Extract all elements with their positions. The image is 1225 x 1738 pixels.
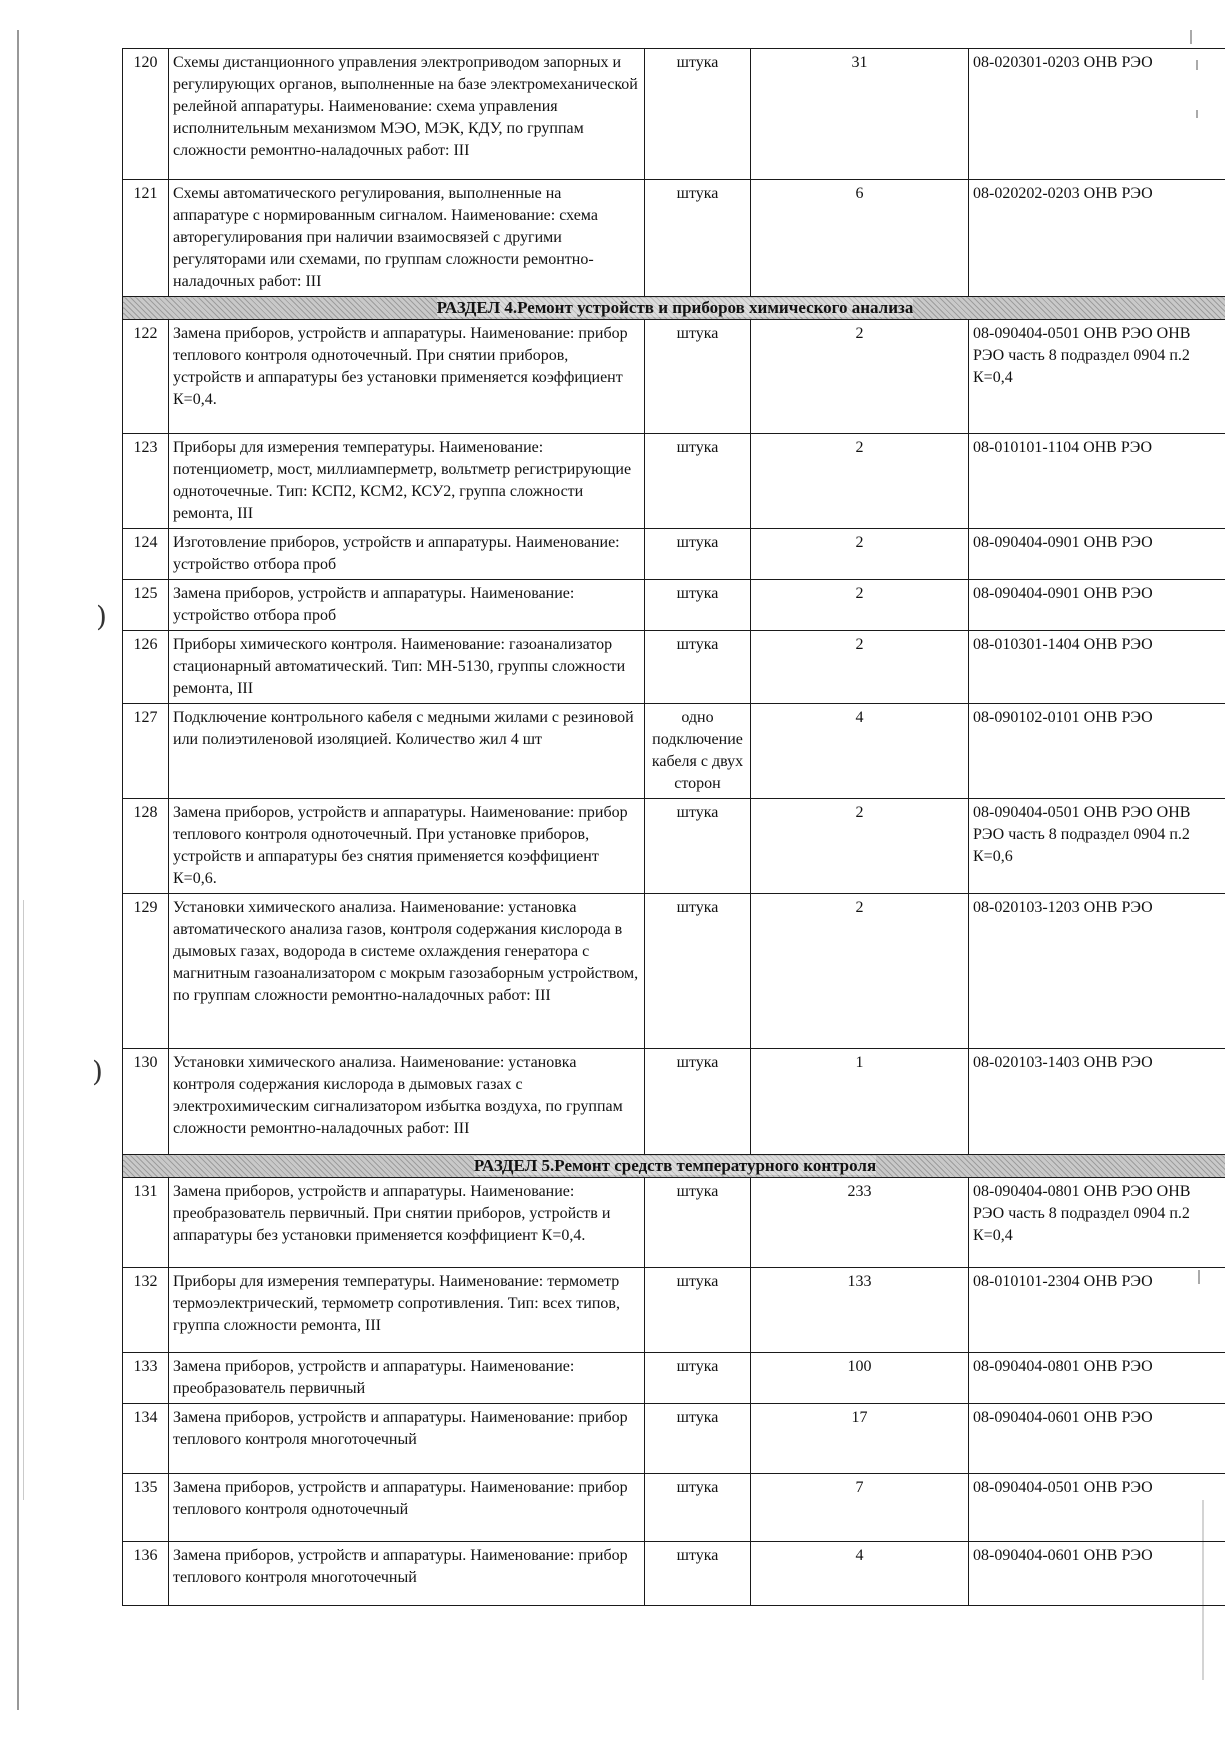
row-quantity: 2 bbox=[751, 894, 969, 1049]
row-code: 08-020103-1403 ОНВ РЭО bbox=[969, 1049, 1225, 1155]
section-title: РАЗДЕЛ 4.Ремонт устройств и приборов химического анализа bbox=[436, 298, 914, 317]
row-number: 125 bbox=[123, 580, 169, 631]
row-code: 08-090404-0901 ОНВ РЭО bbox=[969, 529, 1225, 580]
section-title: РАЗДЕЛ 5.Ремонт средств температурного контроля bbox=[473, 1156, 877, 1175]
row-unit: штука bbox=[645, 1404, 751, 1474]
row-quantity: 17 bbox=[751, 1404, 969, 1474]
row-description: Установки химического анализа. Наименование: установка контроля содержания кислорода в дымовых газах с электрохимическим сигнализатором избытка воздуха, по группам сложности ремонтно-наладочных работ: III bbox=[169, 1049, 645, 1155]
row-unit: штука bbox=[645, 1268, 751, 1353]
row-unit: штука bbox=[645, 180, 751, 297]
row-description: Замена приборов, устройств и аппаратуры. Наименование: преобразователь первичный bbox=[169, 1353, 645, 1404]
row-code: 08-090404-0601 ОНВ РЭО bbox=[969, 1404, 1225, 1474]
row-unit: штука bbox=[645, 631, 751, 704]
table-row bbox=[123, 704, 1225, 799]
row-unit: штука bbox=[645, 580, 751, 631]
row-number: 121 bbox=[123, 180, 169, 297]
row-description: Замена приборов, устройств и аппаратуры. Наименование: прибор теплового контроля одноточечный bbox=[169, 1474, 645, 1542]
row-description: Замена приборов, устройств и аппаратуры. Наименование: прибор теплового контроля одноточечный. При снятии приборов, устройств и аппаратуры без установки применяется коэффициент К=0,4. bbox=[169, 320, 645, 434]
row-description: Замена приборов, устройств и аппаратуры. Наименование: прибор теплового контроля одноточечный. При установке приборов, устройств и аппаратуры без снятия применяется коэффициент К=0,6. bbox=[169, 799, 645, 894]
row-number: 134 bbox=[123, 1404, 169, 1474]
table-row bbox=[123, 529, 1225, 580]
row-quantity: 4 bbox=[751, 704, 969, 799]
row-unit: штука bbox=[645, 1474, 751, 1542]
row-description: Замена приборов, устройств и аппаратуры. Наименование: прибор теплового контроля многоточечный bbox=[169, 1542, 645, 1606]
row-unit: штука bbox=[645, 1542, 751, 1606]
row-unit: штука bbox=[645, 799, 751, 894]
scan-mark: ) bbox=[92, 1055, 103, 1088]
row-code: 08-020301-0203 ОНВ РЭО bbox=[969, 49, 1225, 180]
table-row bbox=[123, 1049, 1225, 1155]
table-row bbox=[123, 799, 1225, 894]
row-number: 129 bbox=[123, 894, 169, 1049]
row-quantity: 31 bbox=[751, 49, 969, 180]
row-unit: штука bbox=[645, 894, 751, 1049]
scan-edge-line bbox=[23, 900, 24, 1500]
row-code: 08-010101-1104 ОНВ РЭО bbox=[969, 434, 1225, 529]
row-number: 133 bbox=[123, 1353, 169, 1404]
table-row bbox=[123, 1268, 1225, 1353]
row-number: 123 bbox=[123, 434, 169, 529]
table-row bbox=[123, 1178, 1225, 1268]
table-row bbox=[123, 434, 1225, 529]
row-code: 08-090404-0501 ОНВ РЭО ОНВ РЭО часть 8 подраздел 0904 п.2 К=0,4 bbox=[969, 320, 1225, 434]
row-quantity: 100 bbox=[751, 1353, 969, 1404]
row-quantity: 4 bbox=[751, 1542, 969, 1606]
row-unit: штука bbox=[645, 1178, 751, 1268]
row-quantity: 133 bbox=[751, 1268, 969, 1353]
row-description: Замена приборов, устройств и аппаратуры. Наименование: устройство отбора проб bbox=[169, 580, 645, 631]
row-description: Приборы химического контроля. Наименование: газоанализатор стационарный автоматический. Тип: МН-5130, группы сложности ремонта, III bbox=[169, 631, 645, 704]
row-number: 131 bbox=[123, 1178, 169, 1268]
table-row bbox=[123, 320, 1225, 434]
table-row bbox=[123, 580, 1225, 631]
row-code: 08-090102-0101 ОНВ РЭО bbox=[969, 704, 1225, 799]
row-number: 132 bbox=[123, 1268, 169, 1353]
row-code: 08-090404-0501 ОНВ РЭО ОНВ РЭО часть 8 подраздел 0904 п.2 К=0,6 bbox=[969, 799, 1225, 894]
row-description: Изготовление приборов, устройств и аппаратуры. Наименование: устройство отбора проб bbox=[169, 529, 645, 580]
row-description: Замена приборов, устройств и аппаратуры. Наименование: преобразователь первичный. При снятии приборов, устройств и аппаратуры без установки применяется коэффициент К=0,4. bbox=[169, 1178, 645, 1268]
row-number: 128 bbox=[123, 799, 169, 894]
row-quantity: 2 bbox=[751, 434, 969, 529]
row-quantity: 233 bbox=[751, 1178, 969, 1268]
row-unit: штука bbox=[645, 49, 751, 180]
row-code: 08-020103-1203 ОНВ РЭО bbox=[969, 894, 1225, 1049]
row-number: 127 bbox=[123, 704, 169, 799]
row-description: Установки химического анализа. Наименование: установка автоматического анализа газов, контроля содержания кислорода в дымовых газах, водорода в системе охлаждения генератора с магнитным газоанализатором с мокрым газозаборным устройством, по группам сложности ремонтно-наладочных работ: III bbox=[169, 894, 645, 1049]
scan-speck bbox=[1190, 30, 1192, 44]
table-row bbox=[123, 1404, 1225, 1474]
row-quantity: 2 bbox=[751, 320, 969, 434]
row-quantity: 2 bbox=[751, 799, 969, 894]
section-header bbox=[123, 297, 1225, 320]
row-description: Приборы для измерения температуры. Наименование: термометр термоэлектрический, термометр сопротивления. Тип: всех типов, группа сложности ремонта, III bbox=[169, 1268, 645, 1353]
row-number: 124 bbox=[123, 529, 169, 580]
row-number: 135 bbox=[123, 1474, 169, 1542]
row-code: 08-020202-0203 ОНВ РЭО bbox=[969, 180, 1225, 297]
table-row bbox=[123, 894, 1225, 1049]
row-number: 122 bbox=[123, 320, 169, 434]
row-code: 08-010301-1404 ОНВ РЭО bbox=[969, 631, 1225, 704]
row-quantity: 1 bbox=[751, 1049, 969, 1155]
row-code: 08-090404-0501 ОНВ РЭО bbox=[969, 1474, 1225, 1542]
row-unit: штука bbox=[645, 1049, 751, 1155]
row-description: Схемы дистанционного управления электроприводом запорных и регулирующих органов, выполненные на базе электромеханической релейной аппаратуры. Наименование: схема управления исполнительным механизмом МЭО, МЭК, КДУ, по группам сложности ремонтно-наладочных работ: III bbox=[169, 49, 645, 180]
row-unit: штука bbox=[645, 434, 751, 529]
row-quantity: 2 bbox=[751, 580, 969, 631]
estimate-table bbox=[122, 48, 1225, 1606]
table-row bbox=[123, 180, 1225, 297]
row-quantity: 2 bbox=[751, 529, 969, 580]
row-quantity: 2 bbox=[751, 631, 969, 704]
section-header bbox=[123, 1155, 1225, 1178]
table-row bbox=[123, 1474, 1225, 1542]
table-row bbox=[123, 1353, 1225, 1404]
row-number: 126 bbox=[123, 631, 169, 704]
row-code: 08-090404-0901 ОНВ РЭО bbox=[969, 580, 1225, 631]
row-quantity: 6 bbox=[751, 180, 969, 297]
row-quantity: 7 bbox=[751, 1474, 969, 1542]
row-code: 08-090404-0801 ОНВ РЭО bbox=[969, 1353, 1225, 1404]
row-unit: штука bbox=[645, 320, 751, 434]
row-description: Замена приборов, устройств и аппаратуры. Наименование: прибор теплового контроля многоточечный bbox=[169, 1404, 645, 1474]
table-row bbox=[123, 49, 1225, 180]
scan-mark: ) bbox=[96, 600, 107, 633]
row-description: Приборы для измерения температуры. Наименование: потенциометр, мост, миллиамперметр, вольтметр регистрирующие одноточечные. Тип: КСП2, КСМ2, КСУ2, группа сложности ремонта, III bbox=[169, 434, 645, 529]
row-code: 08-090404-0801 ОНВ РЭО ОНВ РЭО часть 8 подраздел 0904 п.2 К=0,4 bbox=[969, 1178, 1225, 1268]
table-row bbox=[123, 1542, 1225, 1606]
table-row bbox=[123, 631, 1225, 704]
row-description: Схемы автоматического регулирования, выполненные на аппаратуре с нормированным сигналом. Наименование: схема авторегулирования при наличии взаимосвязей с другими регуляторами или схемами, по группам сложности ремонтно-наладочных работ: III bbox=[169, 180, 645, 297]
row-number: 120 bbox=[123, 49, 169, 180]
row-unit: штука bbox=[645, 1353, 751, 1404]
row-code: 08-010101-2304 ОНВ РЭО bbox=[969, 1268, 1225, 1353]
row-description: Подключение контрольного кабеля с медными жилами с резиновой или полиэтиленовой изоляцией. Количество жил 4 шт bbox=[169, 704, 645, 799]
row-number: 136 bbox=[123, 1542, 169, 1606]
row-unit: штука bbox=[645, 529, 751, 580]
row-code: 08-090404-0601 ОНВ РЭО bbox=[969, 1542, 1225, 1606]
scan-edge-line bbox=[17, 30, 19, 1710]
row-number: 130 bbox=[123, 1049, 169, 1155]
row-unit: одно подключение кабеля с двух сторон bbox=[645, 704, 751, 799]
